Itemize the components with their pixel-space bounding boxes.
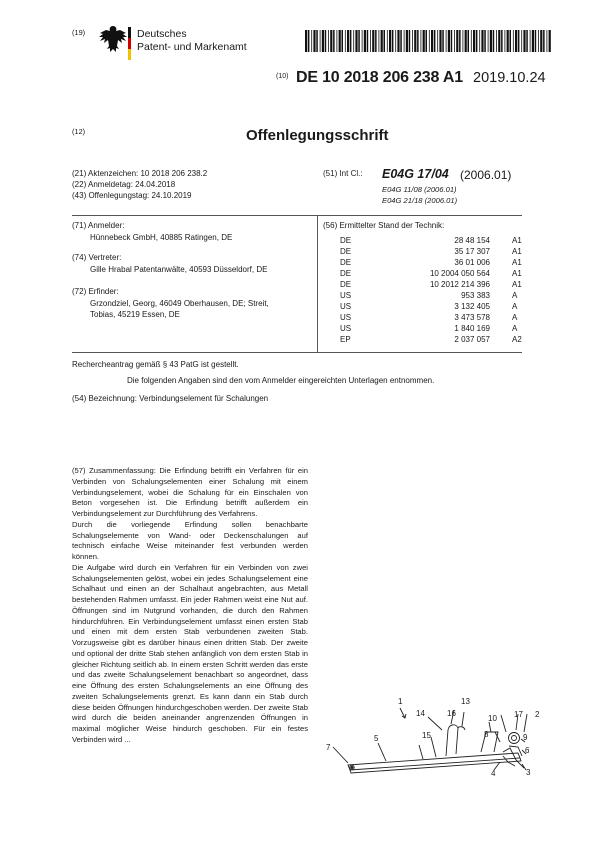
barcode-bar <box>421 30 422 52</box>
barcode-bar <box>316 30 318 52</box>
barcode-bar <box>521 30 522 52</box>
barcode-bar <box>547 30 548 52</box>
barcode-bar <box>330 30 332 52</box>
citation-kind: A2 <box>512 335 522 344</box>
citation-number: 28 48 154 <box>454 236 490 245</box>
publication-date: 2019.10.24 <box>473 70 546 86</box>
int-cl-label: (51) Int Cl.: <box>323 169 363 178</box>
barcode-bar <box>493 30 495 52</box>
figure-label: 15 <box>422 731 431 740</box>
citation-row <box>340 280 530 290</box>
citation-number: 953 383 <box>461 291 490 300</box>
figure-label: 16 <box>447 709 456 718</box>
citation-country: DE <box>340 247 352 256</box>
divider-bottom <box>72 352 522 353</box>
figure <box>318 690 548 790</box>
barcode-bar <box>339 30 341 52</box>
barcode-bar <box>417 30 419 52</box>
applicant: Hünnebeck GmbH, 40885 Ratingen, DE <box>90 233 233 242</box>
barcode-bar <box>532 30 534 52</box>
barcode-bar <box>342 30 344 52</box>
barcode-bar <box>540 30 542 52</box>
barcode-bar <box>448 30 450 52</box>
citation-kind: A1 <box>512 247 522 256</box>
barcode-bar <box>496 30 497 52</box>
citation-row <box>340 247 530 257</box>
connector-drawing <box>318 690 548 790</box>
barcode-bar <box>437 30 438 52</box>
barcode-bar <box>423 30 425 52</box>
abstract-paragraph: (57) Zusammenfassung: Die Erfindung betrifft ein Verfahren für ein Verbinden von Schalungselementen einer Schalung mit einem Verbindungselement, wobei die Schalung für ein Einschalen von Beton vorgesehen ist. Die Erfindung betrifft außerdem ein Verbindungselement zur Durchführung des Verfahrens. <box>72 466 308 518</box>
barcode-bar <box>431 30 433 52</box>
barcode-bar <box>311 30 312 52</box>
barcode-bar <box>379 30 380 52</box>
barcode-bar <box>320 30 321 52</box>
file-number: (21) Aktenzeichen: 10 2018 206 238.2 <box>72 169 208 178</box>
barcode-bar <box>367 30 369 52</box>
figure-label: 3 <box>526 768 531 777</box>
barcode-bar <box>358 30 360 52</box>
citation-country: US <box>340 313 352 322</box>
barcode-bar <box>479 30 480 52</box>
barcode-bar <box>313 30 315 52</box>
barcode-bar <box>400 30 402 52</box>
inventors-line2: Tobias, 45219 Essen, DE <box>90 310 180 319</box>
flag-stripe-black <box>128 27 131 38</box>
barcode-bar <box>384 30 386 52</box>
invention-title: (54) Bezeichnung: Verbindungselement für Schalungen <box>72 394 269 403</box>
barcode-bar <box>543 30 545 52</box>
barcode-bar <box>387 30 388 52</box>
figure-label: 17 <box>514 710 523 719</box>
barcode-bar <box>347 30 349 52</box>
figure-label: 4 <box>491 769 496 778</box>
barcode-bar <box>463 30 464 52</box>
barcode-bar <box>446 30 447 52</box>
code-19: (19) <box>72 28 86 37</box>
barcode-bar <box>523 30 525 52</box>
barcode-bar <box>518 30 520 52</box>
barcode-bar <box>381 30 383 52</box>
int-cl-secondary-1: E04G 11/08 (2006.01) <box>382 185 457 194</box>
citation-country: DE <box>340 280 352 289</box>
barcode-bar <box>442 30 444 52</box>
barcode-bar <box>513 30 514 52</box>
citation-row <box>340 236 530 246</box>
barcode-bar <box>328 30 329 52</box>
code-12: (12) <box>72 127 86 136</box>
citation-country: DE <box>340 236 352 245</box>
int-cl-main: E04G 17/04 <box>382 167 449 181</box>
citation-country: US <box>340 302 352 311</box>
citation-kind: A1 <box>512 236 522 245</box>
figure-label: 2 <box>535 710 540 719</box>
citation-country: DE <box>340 269 352 278</box>
barcode-bar <box>305 30 307 52</box>
barcode-bar <box>389 30 391 52</box>
barcode-bar <box>353 30 354 52</box>
barcode-bar <box>308 30 310 52</box>
barcode-bar <box>490 30 492 52</box>
barcode-bar <box>439 30 441 52</box>
citation-country: US <box>340 324 352 333</box>
figure-label: 10 <box>488 714 497 723</box>
applicant-label: (71) Anmelder: <box>72 221 125 230</box>
barcode-bar <box>345 30 346 52</box>
barcode-bar <box>530 30 531 52</box>
figure-label: 8 <box>484 730 489 739</box>
filing-date: (22) Anmeldetag: 24.04.2018 <box>72 180 176 189</box>
barcode-bar <box>395 30 396 52</box>
figure-label: 7 <box>326 743 331 752</box>
barcode-bar <box>468 30 470 52</box>
citation-kind: A1 <box>512 269 522 278</box>
citation-row <box>340 302 530 312</box>
document-number: DE 10 2018 206 238 A1 <box>296 69 463 86</box>
barcode-bar <box>454 30 455 52</box>
office-name-line2: Patent- und Markenamt <box>137 41 247 53</box>
barcode-bar <box>404 30 405 52</box>
abstract-paragraph: Die Aufgabe wird durch ein Verfahren für ein Verbinden von zwei Schalungselementen gelöst, wobei ein jedes Schalungselement eine Schalhaut und einen an der Schalhaut angebrachten, aus Metall bestehenden Rahmen umfasst. Ein jeder Rahmen weist eine Nut auf. Öffnungen sind im Nutgrund vorhanden, die durch den Rahmen hindurchführen. Ein Verbindungselement umfasst einen ersten Stab und einen mit dem ersten Stab verbundenen zweiten Stab. Vorzugsweise gibt es darüber hinaus einen dritten Stab. Der zweite und optional der dritte Stab stehen anfänglich von dem ersten Stab in gleicher Richtung seitlich ab. In einem ersten Schritt werden das erste und das zweite Schalungselement benachbart so angeordnet, dass eine Öffnung des ersten Schalungselements an eine Öffnung des zweiten Schalungselements grenzt. Es kann dann ein Stab durch diese beiden Öffnungen hindurchgeschoben werden. Der zweite Stab wird durch die beiden aneinander angrenzenden Öffnungen in maximal möglicher Weise hindurch geschoben. Für ein festes Verbinden wird ... <box>72 562 308 744</box>
representative: Gille Hrabal Patentanwälte, 40593 Düsseldorf, DE <box>90 265 268 274</box>
barcode-bar <box>451 30 453 52</box>
barcode-bar <box>526 30 528 52</box>
citation-number: 2 037 057 <box>454 335 490 344</box>
barcode-bar <box>364 30 366 52</box>
flag-stripe-red <box>128 38 131 49</box>
office-name-line1: Deutsches <box>137 28 187 40</box>
barcode-bar <box>459 30 461 52</box>
barcode-bar <box>392 30 394 52</box>
citation-kind: A <box>512 324 518 333</box>
code-10: (10) <box>276 73 289 80</box>
barcode-bar <box>337 30 338 52</box>
citation-country: US <box>340 291 352 300</box>
citation-number: 10 2012 214 396 <box>429 280 490 289</box>
figure-label: 1 <box>398 697 403 706</box>
applicant-disclaimer: Die folgenden Angaben sind den vom Anmelder eingereichten Unterlagen entnommen. <box>127 376 435 385</box>
barcode-bar <box>322 30 324 52</box>
int-cl-main-year: (2006.01) <box>460 168 512 182</box>
abstract-paragraph: Durch die vorliegende Erfindung sollen benachbarte Schalungselemente von Wand- oder Deckenschalungen auf technisch einfache Weise miteinander fest verbunden werden können. <box>72 519 308 561</box>
barcode-bar <box>355 30 357 52</box>
citation-row <box>340 291 530 301</box>
barcode-bar <box>456 30 458 52</box>
barcode-bar <box>476 30 478 52</box>
citation-row <box>340 335 530 345</box>
abstract <box>72 466 308 746</box>
barcode-bar <box>501 30 503 52</box>
barcode-bar <box>372 30 374 52</box>
barcode-bar <box>434 30 436 52</box>
inventors-line1: Grzondziel, Georg, 46049 Oberhausen, DE; Streit, <box>90 299 269 308</box>
citations-table <box>340 236 540 346</box>
citation-kind: A <box>512 313 518 322</box>
citation-kind: A <box>512 291 518 300</box>
barcode-bar <box>370 30 371 52</box>
citation-number: 35 17 307 <box>454 247 490 256</box>
barcode-bar <box>397 30 399 52</box>
figure-label: 6 <box>525 746 530 755</box>
barcode-bar <box>488 30 489 52</box>
divider-vertical <box>317 215 318 352</box>
citation-number: 3 473 578 <box>454 313 490 322</box>
int-cl-secondary-2: E04G 21/18 (2006.01) <box>382 196 458 205</box>
citations-label: (56) Ermittelter Stand der Technik: <box>323 221 445 230</box>
barcode-bar <box>409 30 411 52</box>
barcode-bar <box>471 30 472 52</box>
citation-number: 10 2004 050 564 <box>429 269 490 278</box>
citation-row <box>340 324 530 334</box>
barcode-bar <box>510 30 512 52</box>
flag-stripe-gold <box>128 49 131 60</box>
barcode-bar <box>429 30 430 52</box>
citation-row <box>340 313 530 323</box>
barcode-bar <box>484 30 486 52</box>
barcode-bar <box>465 30 467 52</box>
barcode-bar <box>325 30 327 52</box>
inventors-label: (72) Erfinder: <box>72 287 119 296</box>
citation-kind: A1 <box>512 280 522 289</box>
barcode-bar <box>481 30 483 52</box>
barcode-bar <box>333 30 335 52</box>
figure-label: 9 <box>523 733 528 742</box>
barcode-bar <box>406 30 408 52</box>
document-type-title: Offenlegungsschrift <box>246 127 389 144</box>
barcode-bar <box>505 30 506 52</box>
federal-eagle-logo <box>98 24 128 60</box>
citation-country: DE <box>340 258 352 267</box>
citation-country: EP <box>340 335 351 344</box>
publication-day: (43) Offenlegungstag: 24.10.2019 <box>72 191 192 200</box>
barcode-bar <box>498 30 500 52</box>
citation-number: 36 01 006 <box>454 258 490 267</box>
citation-kind: A1 <box>512 258 522 267</box>
figure-label: 13 <box>461 697 470 706</box>
barcode-bar <box>426 30 428 52</box>
barcode <box>305 30 551 52</box>
citation-row <box>340 269 530 279</box>
citation-number: 3 132 405 <box>454 302 490 311</box>
barcode-bar <box>535 30 537 52</box>
barcode-bar <box>515 30 517 52</box>
barcode-bar <box>549 30 551 52</box>
figure-label: 14 <box>416 709 425 718</box>
barcode-bar <box>538 30 539 52</box>
barcode-bar <box>473 30 475 52</box>
barcode-bar <box>375 30 377 52</box>
divider-top <box>72 215 522 216</box>
representative-label: (74) Vertreter: <box>72 253 122 262</box>
citation-number: 1 840 169 <box>454 324 490 333</box>
barcode-bar <box>414 30 416 52</box>
search-request-note: Rechercheantrag gemäß § 43 PatG ist gestellt. <box>72 360 239 369</box>
barcode-bar <box>362 30 363 52</box>
citation-row <box>340 258 530 268</box>
figure-label: 5 <box>374 734 379 743</box>
barcode-bar <box>507 30 509 52</box>
barcode-bar <box>412 30 413 52</box>
barcode-bar <box>350 30 352 52</box>
citation-kind: A <box>512 302 518 311</box>
